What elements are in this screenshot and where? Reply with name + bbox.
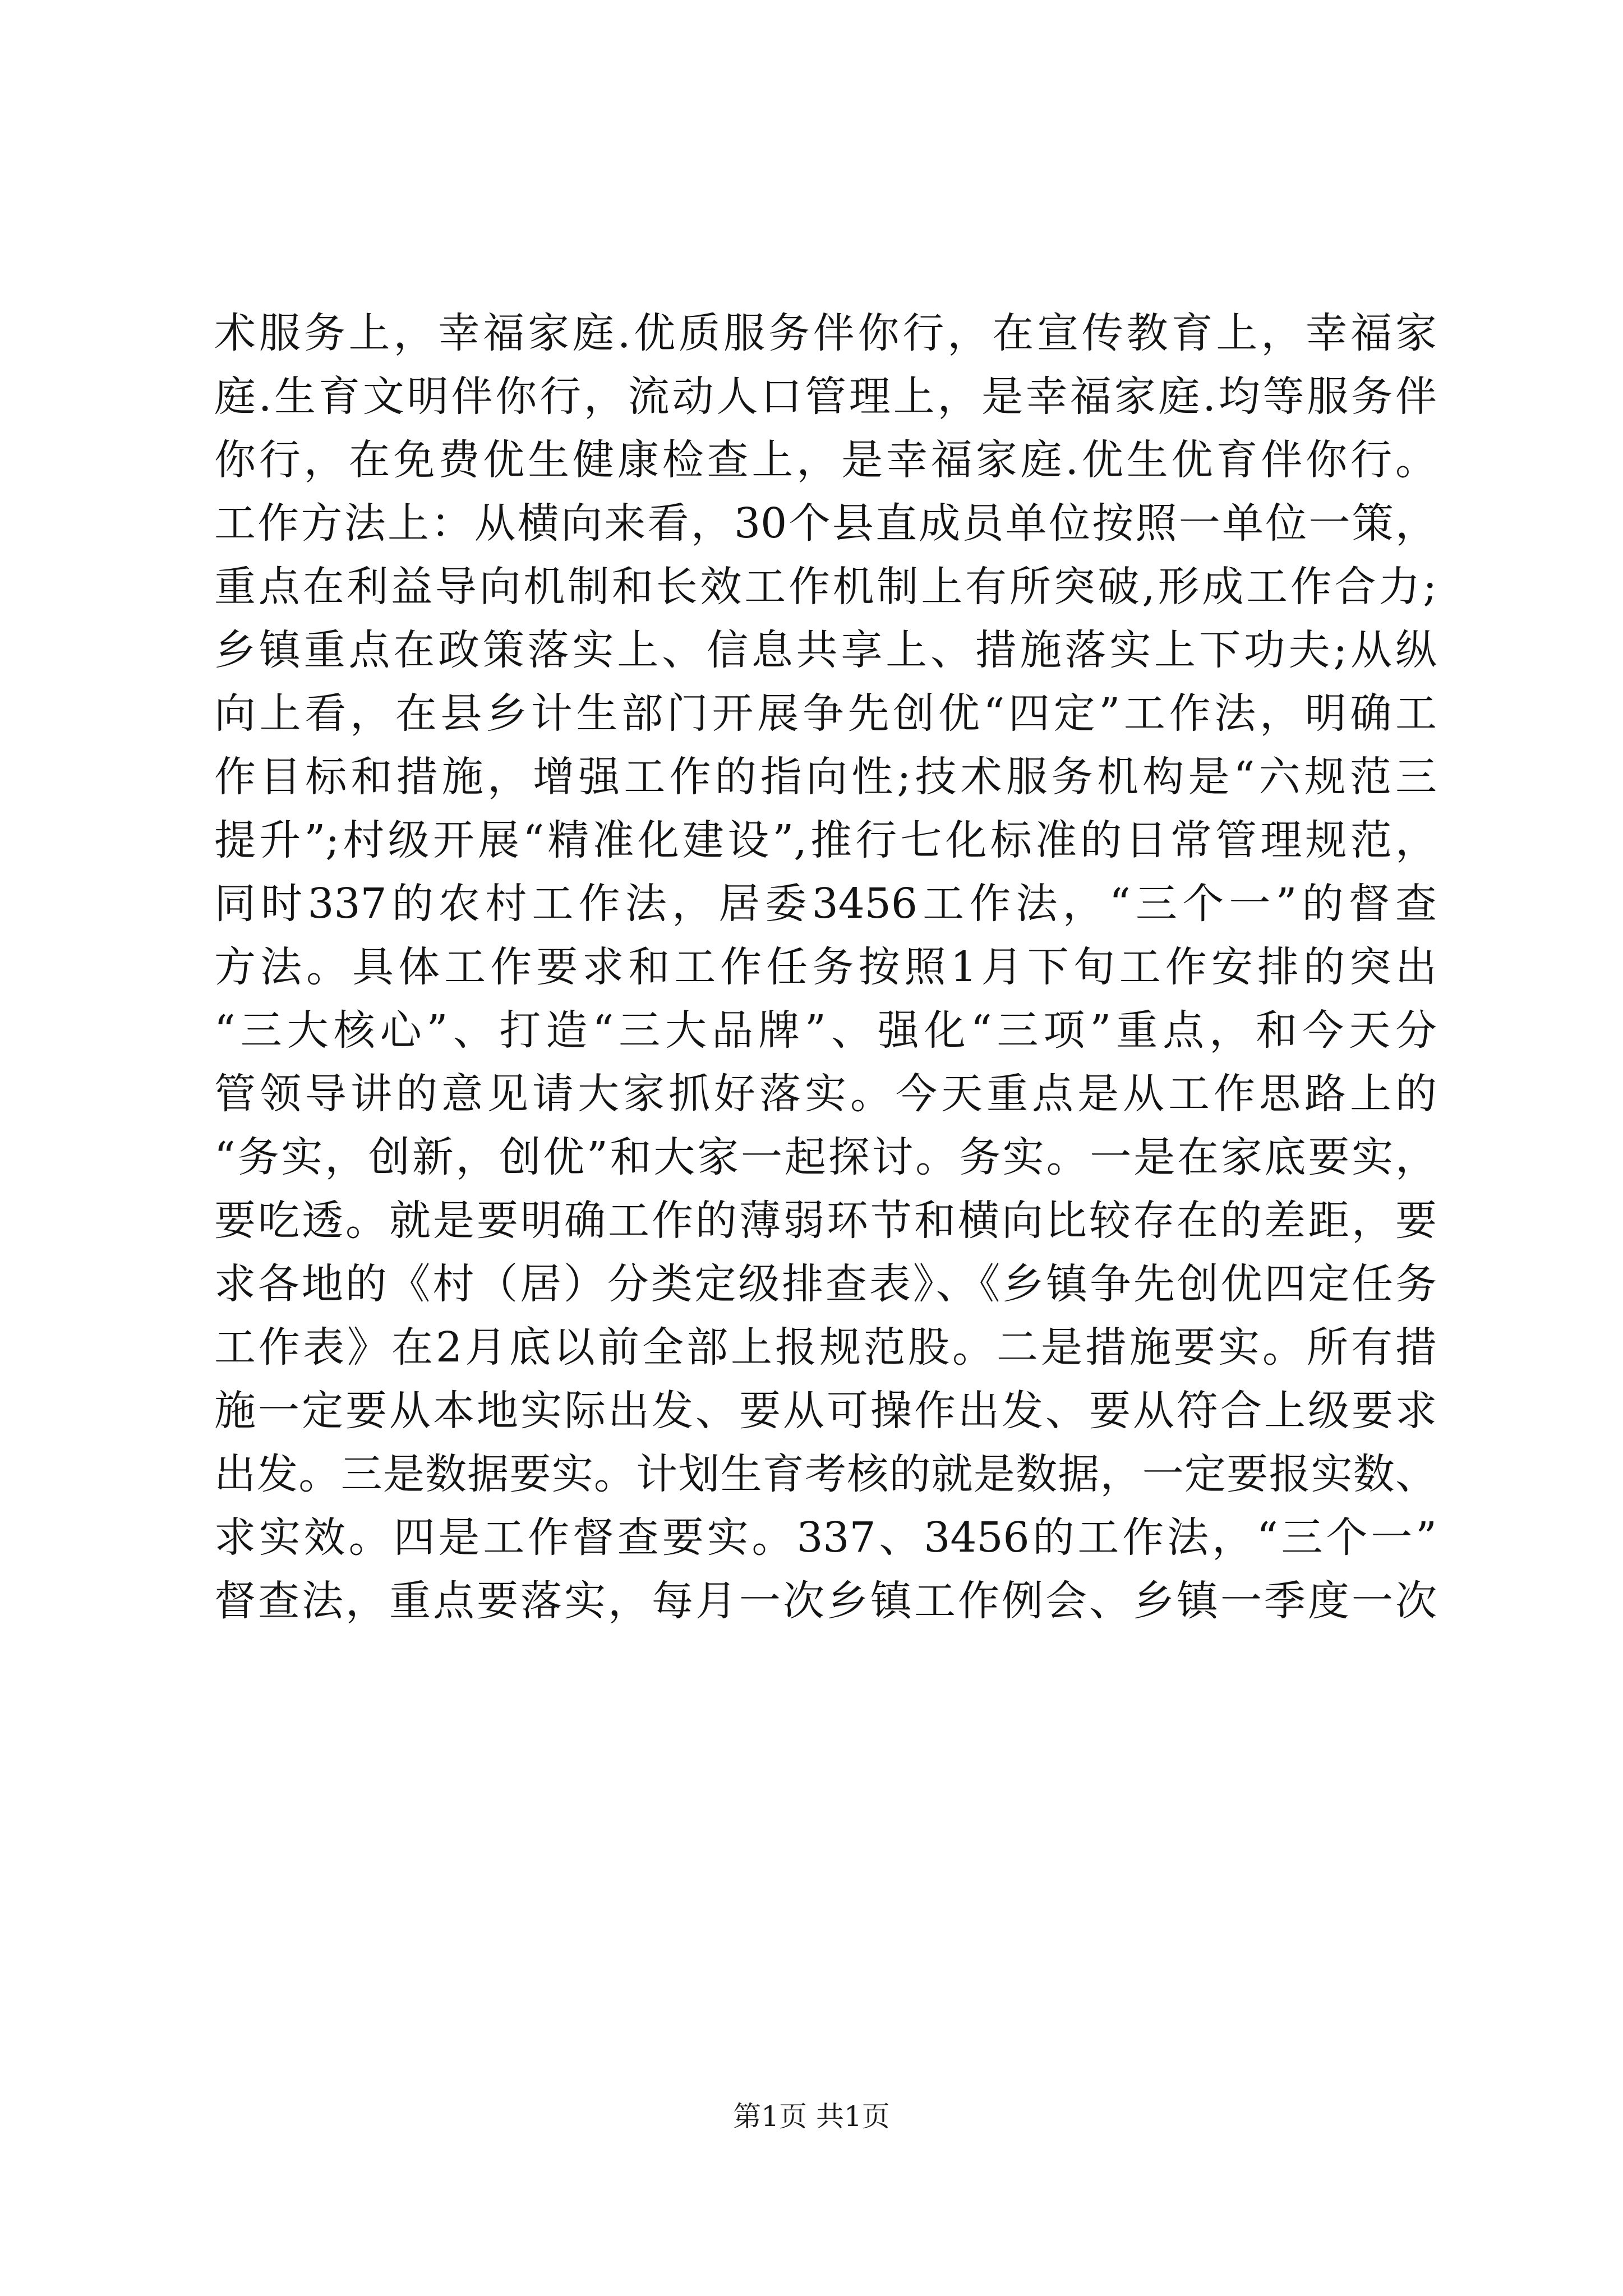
text-line: 求实效。四是工作督查要实。337、3456的工作法，“三个一” xyxy=(214,1513,1437,1562)
text-line: 乡镇重点在政策落实上、信息共享上、措施落实上下功夫;从纵 xyxy=(214,626,1437,674)
text-line: 庭.生育文明伴你行，流动人口管理上，是幸福家庭.均等服务伴 xyxy=(214,372,1437,421)
text-line: 术服务上，幸福家庭.优质服务伴你行，在宣传教育上，幸福家 xyxy=(214,309,1437,357)
text-line: 管领导讲的意见请大家抓好落实。今天重点是从工作思路上的 xyxy=(214,1070,1437,1118)
text-line: 要吃透。就是要明确工作的薄弱环节和横向比较存在的差距，要 xyxy=(214,1197,1437,1245)
text-line: 你行，在免费优生健康检查上，是幸福家庭.优生优育伴你行。 xyxy=(214,436,1437,484)
text-line: 求各地的《村（居）分类定级排查表》、《乡镇争先创优四定任务 xyxy=(214,1260,1437,1308)
text-line: 提升”;村级开展“精准化建设”,推行七化标准的日常管理规范， xyxy=(214,816,1437,864)
text-line: 方法。具体工作要求和工作任务按照1月下旬工作安排的突出 xyxy=(214,943,1437,991)
text-line: 施一定要从本地实际出发、要从可操作出发、要从符合上级要求 xyxy=(214,1387,1437,1435)
text-line: 同时337的农村工作法，居委3456工作法，“三个一”的督查 xyxy=(214,880,1437,928)
text-line: 工作方法上：从横向来看，30个县直成员单位按照一单位一策， xyxy=(214,499,1437,547)
body-text xyxy=(214,302,1437,1633)
text-line: 作目标和措施，增强工作的指向性;技术服务机构是“六规范三 xyxy=(214,753,1437,801)
text-line: 重点在利益导向机制和长效工作机制上有所突破,形成工作合力; xyxy=(214,563,1437,611)
text-line: 向上看，在县乡计生部门开展争先创优“四定”工作法，明确工 xyxy=(214,689,1437,738)
text-line: “三大核心”、打造“三大品牌”、强化“三项”重点，和今天分 xyxy=(214,1006,1437,1055)
text-line: 督查法，重点要落实，每月一次乡镇工作例会、乡镇一季度一次 xyxy=(214,1577,1437,1625)
text-line: “务实，创新，创优”和大家一起探讨。务实。一是在家底要实， xyxy=(214,1133,1437,1181)
text-line: 工作表》在2月底以前全部上报规范股。二是措施要实。所有措 xyxy=(214,1323,1437,1372)
page-number-footer: 第1页 共1页 xyxy=(733,2100,890,2133)
text-line: 出发。三是数据要实。计划生育考核的就是数据，一定要报实数、 xyxy=(214,1450,1437,1498)
